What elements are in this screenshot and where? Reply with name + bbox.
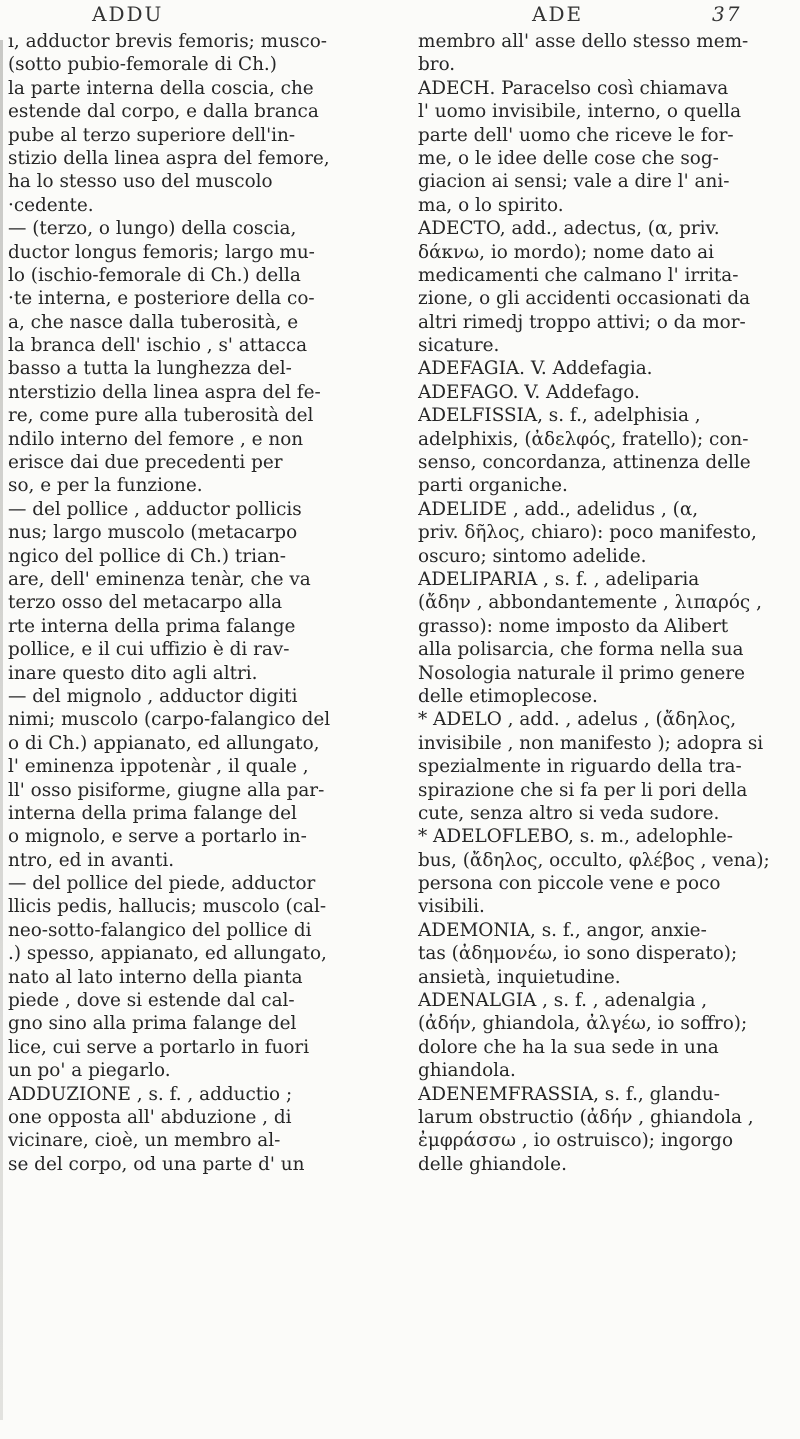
text-line: ·te interna, e posteriore della co- bbox=[8, 288, 315, 310]
text-line: * ADELO , add. , adelus , (ἄδηλος, bbox=[418, 709, 737, 731]
text-line: o mignolo, e serve a portarlo in- bbox=[8, 826, 307, 848]
text-line: parte dell' uomo che riceve le for- bbox=[418, 124, 734, 146]
text-line: me, o le idee delle cose che sog- bbox=[418, 147, 719, 169]
text-line: nus; largo muscolo (metacarpo bbox=[8, 522, 298, 544]
text-line: invisibile , non manifesto ); adopra si bbox=[418, 732, 764, 754]
text-line: rte interna della prima falange bbox=[8, 615, 296, 637]
text-line: adelphixis, (ἀδελφός, fratello); con- bbox=[418, 428, 749, 450]
text-line: * ADELOFLEBO, s. m., adelophle- bbox=[418, 826, 734, 848]
text-line: llicis pedis, hallucis; muscolo (cal- bbox=[8, 896, 327, 918]
text-line: — (terzo, o lungo) della coscia, bbox=[8, 218, 297, 240]
text-line: ma, o lo spirito. bbox=[418, 194, 564, 216]
text-line: lo (ischio-femorale di Ch.) della bbox=[8, 264, 301, 286]
text-line: pollice, e il cui uffizio è di rav- bbox=[8, 639, 290, 661]
text-line: (ἀδήν, ghiandola, ἀλγέω, io soffro); bbox=[418, 1013, 748, 1035]
text-line: persona con piccole vene e poco bbox=[418, 873, 721, 895]
text-line: spezialmente in riguardo della tra- bbox=[418, 756, 742, 778]
running-head-middle: ADE bbox=[532, 2, 584, 26]
text-line: ADDUZIONE , s. f. , adductio ; bbox=[8, 1083, 293, 1105]
text-line: se del corpo, od una parte d' un bbox=[8, 1153, 305, 1175]
text-line: dolore che ha la sua sede in una bbox=[418, 1036, 719, 1058]
text-line: parti organiche. bbox=[418, 475, 568, 497]
text-line: oscuro; sintomo adelide. bbox=[418, 545, 647, 567]
text-line: l' uomo invisibile, interno, o quella bbox=[418, 101, 742, 123]
right-column bbox=[418, 30, 790, 1176]
text-line: estende dal corpo, e dalla branca bbox=[8, 101, 319, 123]
text-line: cute, senza altro si veda sudore. bbox=[418, 802, 720, 824]
text-line: piede , dove si estende dal cal- bbox=[8, 990, 295, 1012]
text-line: vicinare, cioè, un membro al- bbox=[8, 1130, 281, 1152]
text-line: l' eminenza ippotenàr , il quale , bbox=[8, 756, 309, 778]
text-line: stizio della linea aspra del femore, bbox=[8, 147, 330, 169]
text-line: nterstizio della linea aspra del fe- bbox=[8, 381, 321, 403]
text-line: ghiandola. bbox=[418, 1060, 516, 1082]
text-line: ADEMONIA, s. f., angor, anxie- bbox=[418, 919, 707, 941]
text-line: terzo osso del metacarpo alla bbox=[8, 592, 283, 614]
text-line: lice, cui serve a portarlo in fuori bbox=[8, 1036, 310, 1058]
text-line: .) spesso, appianato, ed allungato, bbox=[8, 943, 327, 965]
text-line: delle ghiandole. bbox=[418, 1153, 567, 1175]
text-line: ADELFISSIA, s. f., adelphisia , bbox=[418, 405, 701, 427]
text-line: bus, (ἄδηλος, occulto, φλέβος , vena); bbox=[418, 849, 770, 871]
text-line: medicamenti che calmano l' irrita- bbox=[418, 264, 739, 286]
text-line: pube al terzo superiore dell'in- bbox=[8, 124, 296, 146]
text-line: ἐμφράσσω , io ostruisco); ingorgo bbox=[418, 1130, 734, 1152]
text-line: senso, concordanza, attinenza delle bbox=[418, 452, 751, 474]
page-number: 37 bbox=[712, 2, 742, 26]
text-line: spirazione che si fa per li pori della bbox=[418, 779, 748, 801]
text-line: bro. bbox=[418, 54, 456, 76]
text-line: Nosologia naturale il primo genere bbox=[418, 662, 745, 684]
text-line: alla polisarcia, che forma nella sua bbox=[418, 639, 744, 661]
text-line: neo-sotto-falangico del pollice di bbox=[8, 919, 312, 941]
text-line: erisce dai due precedenti per bbox=[8, 452, 283, 474]
text-line: larum obstructio (ἀδήν , ghiandola , bbox=[418, 1106, 754, 1128]
text-line: la branca dell' ischio , s' attacca bbox=[8, 335, 308, 357]
text-line: la parte interna della coscia, che bbox=[8, 77, 314, 99]
text-line: ı, adductor brevis femoris; musco- bbox=[8, 31, 327, 52]
text-line: ha lo stesso uso del muscolo bbox=[8, 171, 273, 193]
left-column bbox=[8, 30, 393, 1176]
text-line: ductor longus femoris; largo mu- bbox=[8, 241, 315, 263]
text-line: delle etimoplecose. bbox=[418, 685, 598, 707]
text-line: δάκνω, io mordo); nome dato ai bbox=[418, 241, 714, 263]
text-line: so, e per la funzione. bbox=[8, 475, 203, 497]
text-line: grasso): nome imposto da Alibert bbox=[418, 615, 729, 637]
text-line: — del pollice , adductor pollicis bbox=[8, 498, 302, 520]
text-line: giacion ai sensi; vale a dire l' ani- bbox=[418, 171, 730, 193]
text-line: ADECH. Paracelso così chiamava bbox=[418, 77, 729, 99]
text-line: inare questo dito agli altri. bbox=[8, 662, 258, 684]
text-line: priv. δῆλος, chiaro): poco manifesto, bbox=[418, 522, 757, 544]
text-line: one opposta all' abduzione , di bbox=[8, 1106, 292, 1128]
text-line: interna della prima falange del bbox=[8, 802, 297, 824]
text-line: ·cedente. bbox=[8, 194, 94, 216]
text-line: zione, o gli accidenti occasionati da bbox=[418, 288, 751, 310]
text-line: sicature. bbox=[418, 335, 500, 357]
text-line: ll' osso pisiforme, giugne alla par- bbox=[8, 779, 325, 801]
text-line: altri rimedj troppo attivi; o da mor- bbox=[418, 311, 746, 333]
text-line: — del pollice del piede, adductor bbox=[8, 873, 316, 895]
text-line: nimi; muscolo (carpo-falangico del bbox=[8, 709, 331, 731]
text-line: ADECTO, add., adectus, (α, priv. bbox=[418, 218, 720, 240]
text-line: ntro, ed in avanti. bbox=[8, 849, 175, 871]
text-line: (sotto pubio-femorale di Ch.) bbox=[8, 54, 277, 76]
text-line: un po' a piegarlo. bbox=[8, 1060, 171, 1082]
text-line: ADELIPARIA , s. f. , adeliparia bbox=[418, 568, 700, 590]
text-line: membro all' asse dello stesso mem- bbox=[418, 31, 749, 52]
text-line: ansietà, inquietudine. bbox=[418, 966, 621, 988]
text-line: ndilo interno del femore , e non bbox=[8, 428, 304, 450]
text-line: ngico del pollice di Ch.) trian- bbox=[8, 545, 286, 567]
text-line: ADEFAGIA. V. Addefagia. bbox=[418, 358, 653, 380]
text-line: a, che nasce dalla tuberosità, e bbox=[8, 311, 299, 333]
running-head-left: ADDU bbox=[92, 2, 164, 26]
text-line: ADENEMFRASSIA, s. f., glandu- bbox=[418, 1083, 720, 1105]
text-line: nato al lato interno della pianta bbox=[8, 966, 303, 988]
text-line: ADENALGIA , s. f. , adenalgia , bbox=[418, 990, 708, 1012]
text-line: ADELIDE , add., adelidus , (α, bbox=[418, 498, 699, 520]
text-line: visibili. bbox=[418, 896, 485, 918]
text-line: tas (ἀδημονέω, io sono disperato); bbox=[418, 943, 738, 965]
text-line: ADEFAGO. V. Addefago. bbox=[418, 381, 640, 403]
text-line: — del mignolo , adductor digiti bbox=[8, 685, 298, 707]
text-line: basso a tutta la lunghezza del- bbox=[8, 358, 292, 380]
text-line: o di Ch.) appianato, ed allungato, bbox=[8, 732, 320, 754]
text-line: (ἄδην , abbondantemente , λιπαρός , bbox=[418, 592, 762, 614]
text-line: re, come pure alla tuberosità del bbox=[8, 405, 314, 427]
text-line: are, dell' eminenza tenàr, che va bbox=[8, 568, 311, 590]
text-line: gno sino alla prima falange del bbox=[8, 1013, 297, 1035]
page-binding-edge bbox=[0, 40, 3, 1420]
